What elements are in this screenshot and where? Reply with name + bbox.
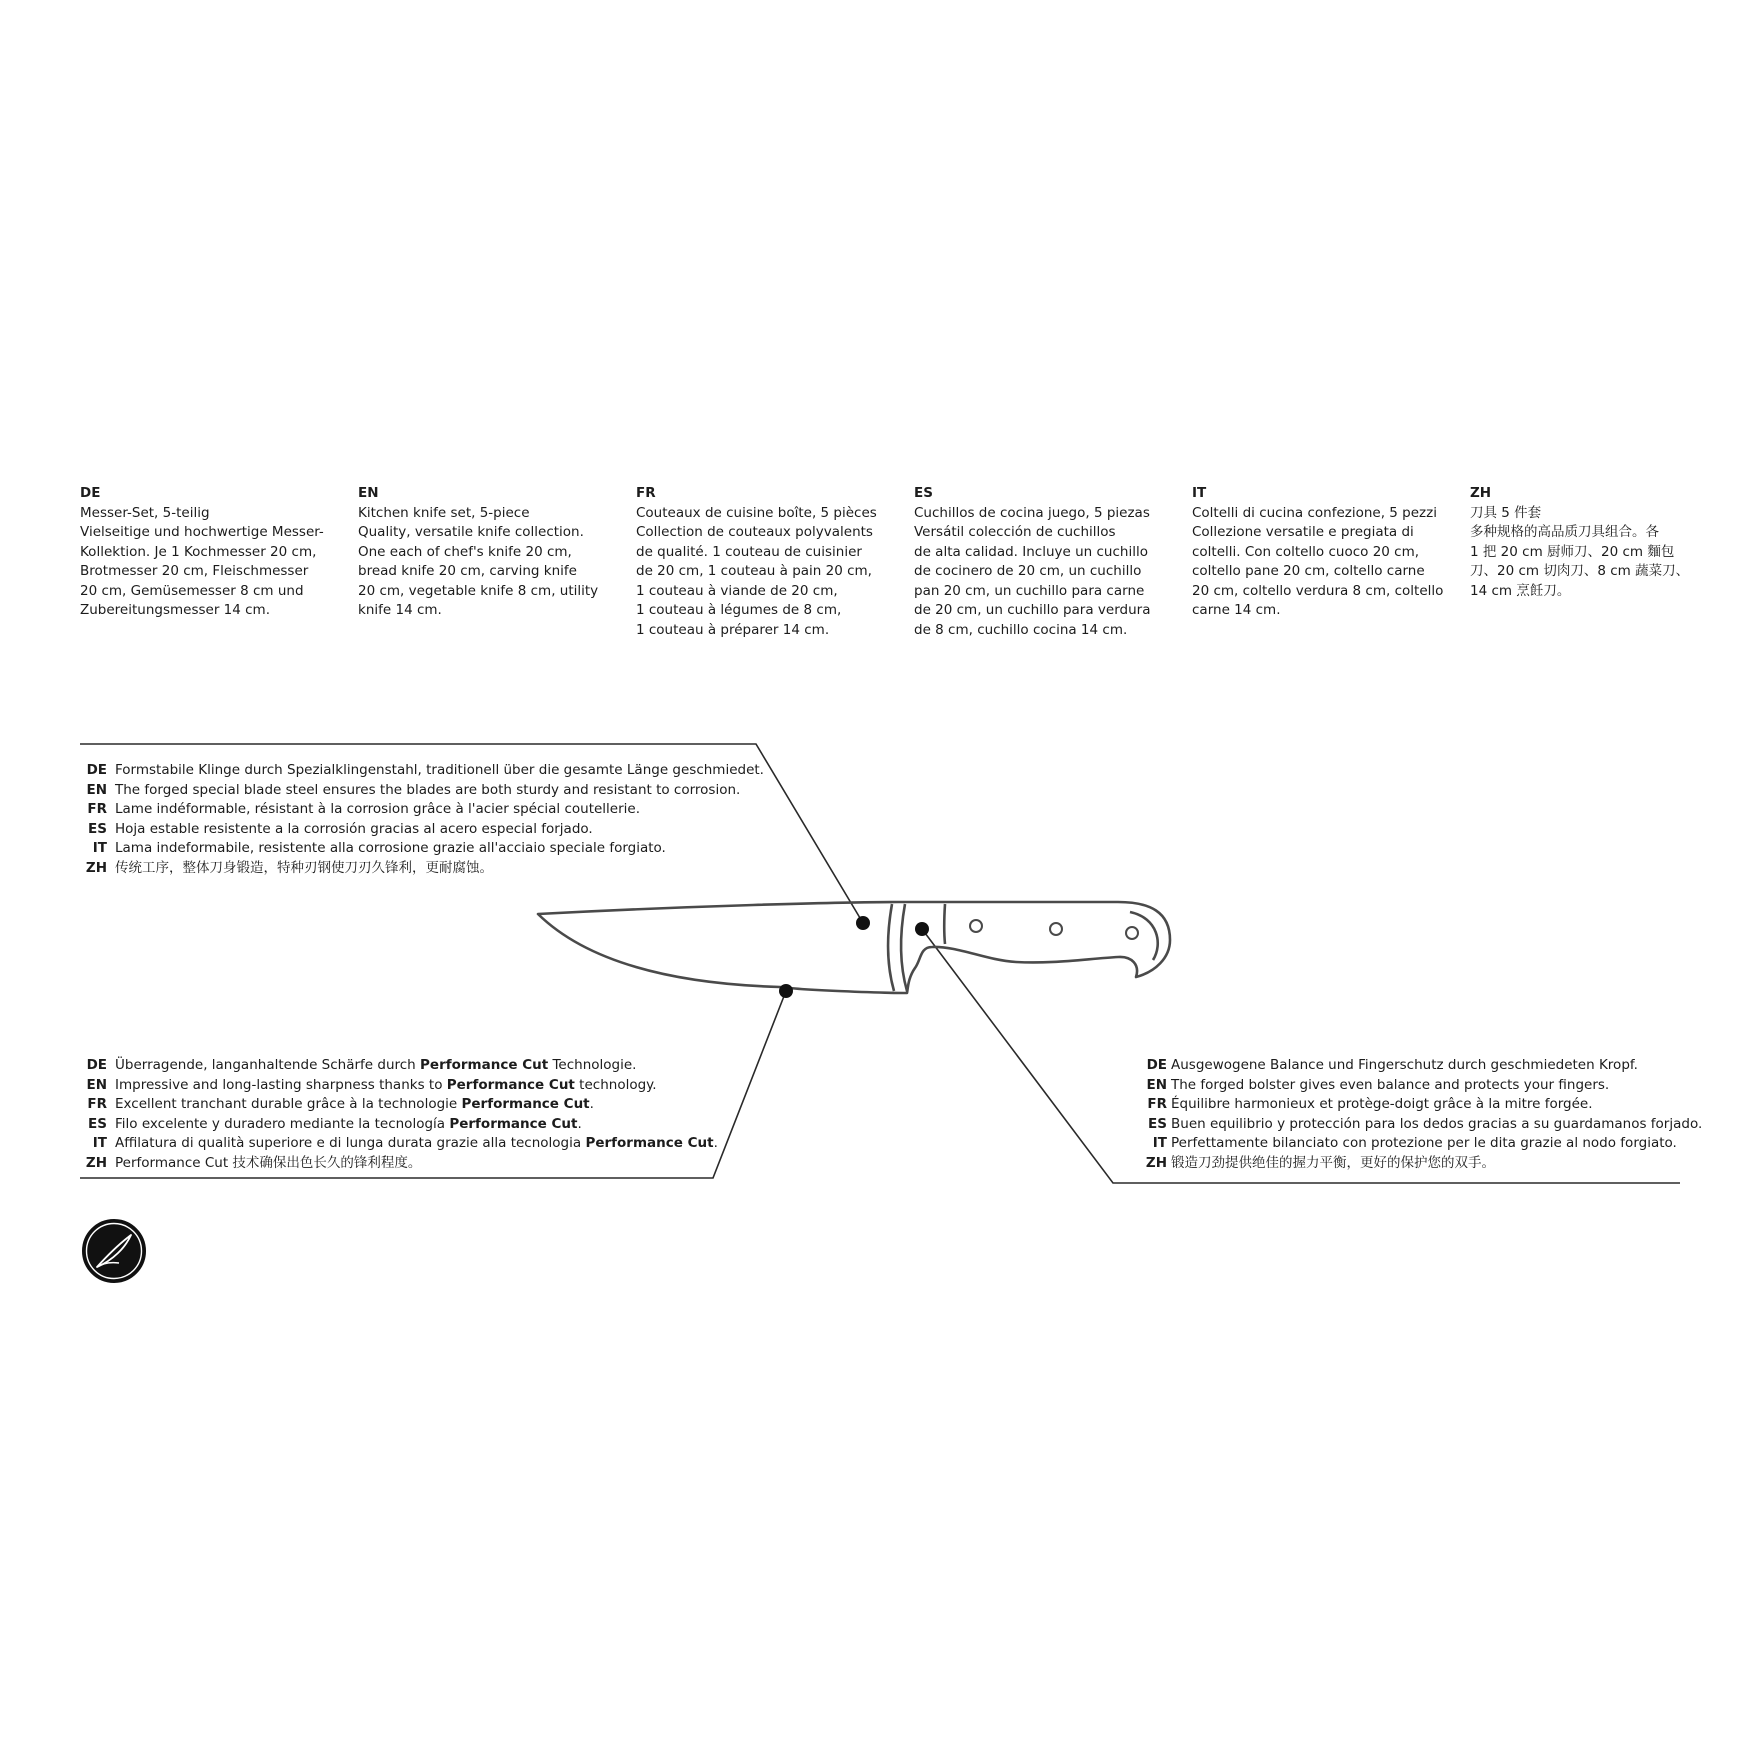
callout-text: Lame indéformable, résistant à la corrosion grâce à l'acier spécial coutellerie. bbox=[115, 801, 641, 817]
blade-marker-icon bbox=[856, 916, 870, 930]
lang-code: ES bbox=[1148, 1115, 1167, 1132]
callout-row bbox=[1145, 1056, 1702, 1076]
overview-line: bread knife 20 cm, carving knife bbox=[358, 563, 577, 579]
callout-row bbox=[80, 1134, 718, 1154]
overview-line: de 20 cm, 1 couteau à pain 20 cm, bbox=[636, 563, 872, 579]
bolster-front-line bbox=[901, 904, 907, 991]
edge-callout bbox=[80, 1056, 718, 1173]
brand-term: Performance Cut bbox=[420, 1057, 549, 1073]
brand-term: Performance Cut bbox=[449, 1115, 578, 1132]
callout-row bbox=[1145, 1115, 1702, 1135]
callout-text: Excellent tranchant durable grâce à la technologie bbox=[115, 1096, 462, 1112]
brand-term: Performance Cut bbox=[461, 1096, 590, 1112]
handle-front-line bbox=[944, 904, 945, 944]
callout-row bbox=[1145, 1154, 1702, 1174]
lang-code: ZH bbox=[1470, 485, 1492, 501]
overview-line: 20 cm, vegetable knife 8 cm, utility bbox=[358, 582, 599, 599]
overview-title: Couteaux de cuisine boîte, 5 pièces bbox=[636, 504, 877, 521]
lang-code: DE bbox=[86, 1057, 107, 1073]
callout-text: Technologie. bbox=[548, 1057, 637, 1073]
lang-code: EN bbox=[358, 485, 379, 501]
callout-text: Perfettamente bilanciato con protezione per le dita grazie al nodo forgiato. bbox=[1171, 1135, 1677, 1151]
overview-line: coltelli. Con coltello cuoco 20 cm, bbox=[1192, 543, 1420, 560]
overview-line: 多种规格的高品质刀具组合。各 bbox=[1470, 524, 1659, 540]
lang-code: ZH bbox=[85, 859, 107, 876]
overview-line: de 8 cm, cuchillo cocina 14 cm. bbox=[914, 621, 1128, 638]
bolster-marker-icon bbox=[915, 922, 929, 936]
lang-code: FR bbox=[87, 801, 107, 817]
callout-row bbox=[1145, 1134, 1702, 1154]
callout-text: Hoja estable resistente a la corrosión gracias al acero especial forjado. bbox=[115, 820, 593, 837]
callout-text: Lama indeformabile, resistente alla corrosione grazie all'acciaio speciale forgiato. bbox=[115, 840, 666, 856]
callout-text: Performance Cut 技术确保出色长久的锋利程度。 bbox=[115, 1154, 422, 1171]
overview-title: 刀具 5 件套 bbox=[1470, 504, 1542, 521]
rivet-icon bbox=[1050, 923, 1062, 935]
callout-text: Überragende, langanhaltende Schärfe durch bbox=[115, 1057, 421, 1073]
lang-code: FR bbox=[636, 485, 656, 501]
blade-logo-icon bbox=[81, 1218, 147, 1284]
overview-title: Cuchillos de cocina juego, 5 piezas bbox=[914, 504, 1150, 521]
overview-line: knife 14 cm. bbox=[358, 602, 442, 618]
handle-rivets bbox=[970, 920, 1138, 939]
callout-text: The forged special blade steel ensures the blades are both sturdy and resistant to corrosion. bbox=[115, 781, 741, 798]
callout-row bbox=[80, 820, 764, 840]
callout-row bbox=[80, 839, 764, 859]
lang-code: IT bbox=[1152, 1135, 1167, 1151]
handle-end-inner-line bbox=[1130, 912, 1158, 960]
blade-heel-line bbox=[888, 904, 894, 991]
lang-code: IT bbox=[1192, 485, 1207, 501]
overview-line: Quality, versatile knife collection. bbox=[358, 524, 584, 540]
overview-line: de qualité. 1 couteau de cuisinier bbox=[636, 543, 862, 560]
callout-row bbox=[80, 1115, 718, 1135]
callout-row bbox=[80, 1076, 718, 1096]
lang-code: ES bbox=[88, 1115, 107, 1132]
overview-line: 1 couteau à préparer 14 cm. bbox=[636, 621, 830, 638]
overview-line: Collezione versatile e pregiata di bbox=[1192, 524, 1414, 540]
overview-line: 1 couteau à viande de 20 cm, bbox=[636, 582, 838, 599]
overview-line: Collection de couteaux polyvalents bbox=[636, 524, 873, 540]
callout-text: Formstabile Klinge durch Spezialklingenstahl, traditionell über die gesamte Länge geschmiedet. bbox=[115, 762, 764, 778]
overview-line: coltello pane 20 cm, coltello carne bbox=[1192, 563, 1425, 579]
callout-row bbox=[1145, 1095, 1702, 1115]
callout-row bbox=[80, 1056, 718, 1076]
bolster-callout bbox=[1145, 1056, 1702, 1173]
lang-code: IT bbox=[92, 1135, 107, 1151]
overview-line: 刀、20 cm 切肉刀、8 cm 蔬菜刀、 bbox=[1470, 563, 1690, 579]
overview-line: 1 couteau à légumes de 8 cm, bbox=[636, 602, 842, 618]
chef-knife-icon bbox=[538, 902, 1170, 993]
lang-code: DE bbox=[86, 762, 107, 778]
callout-text: technology. bbox=[574, 1076, 657, 1093]
overview-line: de 20 cm, un cuchillo para verdura bbox=[914, 602, 1151, 618]
blade-callout bbox=[80, 761, 764, 878]
overview-line: Kollektion. Je 1 Kochmesser 20 cm, bbox=[80, 543, 317, 560]
callout-text: Filo excelente y duradero mediante la tecnología bbox=[115, 1115, 450, 1132]
callout-row bbox=[80, 781, 764, 801]
overview-title: Kitchen knife set, 5-piece bbox=[358, 504, 530, 521]
overview-line: Vielseitige und hochwertige Messer- bbox=[80, 524, 324, 540]
lang-code: EN bbox=[86, 781, 107, 798]
callout-text: The forged bolster gives even balance and protects your fingers. bbox=[1171, 1076, 1610, 1093]
overview-line: Versátil colección de cuchillos bbox=[914, 524, 1116, 540]
callout-row bbox=[80, 1154, 718, 1174]
overview-line: pan 20 cm, un cuchillo para carne bbox=[914, 582, 1145, 599]
knife-outline bbox=[538, 902, 1170, 993]
callout-text: Équilibre harmonieux et protège-doigt grâce à la mitre forgée. bbox=[1171, 1096, 1593, 1112]
lang-code: IT bbox=[92, 840, 107, 856]
callout-text: Buen equilibrio y protección para los dedos gracias a su guardamanos forjado. bbox=[1171, 1115, 1703, 1132]
overview-line: de cocinero de 20 cm, un cuchillo bbox=[914, 563, 1142, 579]
overview-line: Zubereitungsmesser 14 cm. bbox=[80, 602, 271, 618]
rivet-icon bbox=[970, 920, 982, 932]
callout-row bbox=[80, 800, 764, 820]
callout-row bbox=[80, 859, 764, 879]
overview-title: Coltelli di cucina confezione, 5 pezzi bbox=[1192, 504, 1437, 521]
callout-text: . bbox=[577, 1115, 582, 1132]
overview-line: One each of chef's knife 20 cm, bbox=[358, 543, 572, 560]
overview-line: 20 cm, Gemüsemesser 8 cm und bbox=[80, 582, 304, 599]
callout-row bbox=[80, 761, 764, 781]
callout-text: 锻造刀劲提供绝佳的握力平衡，更好的保护您的双手。 bbox=[1171, 1154, 1495, 1171]
rivet-icon bbox=[1126, 927, 1138, 939]
lang-code: EN bbox=[86, 1076, 107, 1093]
callout-text: . bbox=[589, 1096, 594, 1112]
brand-term: Performance Cut bbox=[585, 1135, 714, 1151]
lang-code: ZH bbox=[1145, 1154, 1167, 1171]
brand-term: Performance Cut bbox=[446, 1076, 575, 1093]
callout-row bbox=[1145, 1076, 1702, 1096]
edge-marker-icon bbox=[779, 984, 793, 998]
lang-code: EN bbox=[1146, 1076, 1167, 1093]
lang-code: DE bbox=[1146, 1057, 1167, 1073]
lang-code: FR bbox=[1147, 1096, 1167, 1112]
lang-code: ES bbox=[914, 485, 933, 501]
callout-text: . bbox=[713, 1135, 718, 1151]
callout-text: Ausgewogene Balance und Fingerschutz durch geschmiedeten Kropf. bbox=[1171, 1057, 1638, 1073]
callout-row bbox=[80, 1095, 718, 1115]
overview-line: carne 14 cm. bbox=[1192, 602, 1281, 618]
lang-code: ZH bbox=[85, 1154, 107, 1171]
callout-text: Affilatura di qualità superiore e di lunga durata grazie alla tecnologia bbox=[115, 1135, 586, 1151]
overview-line: Brotmesser 20 cm, Fleischmesser bbox=[80, 563, 309, 579]
callout-text: 传统工序，整体刀身锻造，特种刃钢使刀刃久锋利，更耐腐蚀。 bbox=[115, 859, 493, 876]
lang-code: DE bbox=[80, 485, 101, 501]
overview-line: 14 cm 烹飪刀。 bbox=[1470, 582, 1571, 599]
callout-text: Impressive and long-lasting sharpness thanks to bbox=[115, 1076, 447, 1093]
lang-code: ES bbox=[88, 820, 107, 837]
lang-code: FR bbox=[87, 1096, 107, 1112]
overview-title: Messer-Set, 5-teilig bbox=[80, 504, 210, 521]
overview-line: 20 cm, coltello verdura 8 cm, coltello bbox=[1192, 582, 1444, 599]
overview-line: 1 把 20 cm 厨师刀、20 cm 麵包 bbox=[1470, 543, 1675, 560]
overview-line: de alta calidad. Incluye un cuchillo bbox=[914, 543, 1148, 560]
